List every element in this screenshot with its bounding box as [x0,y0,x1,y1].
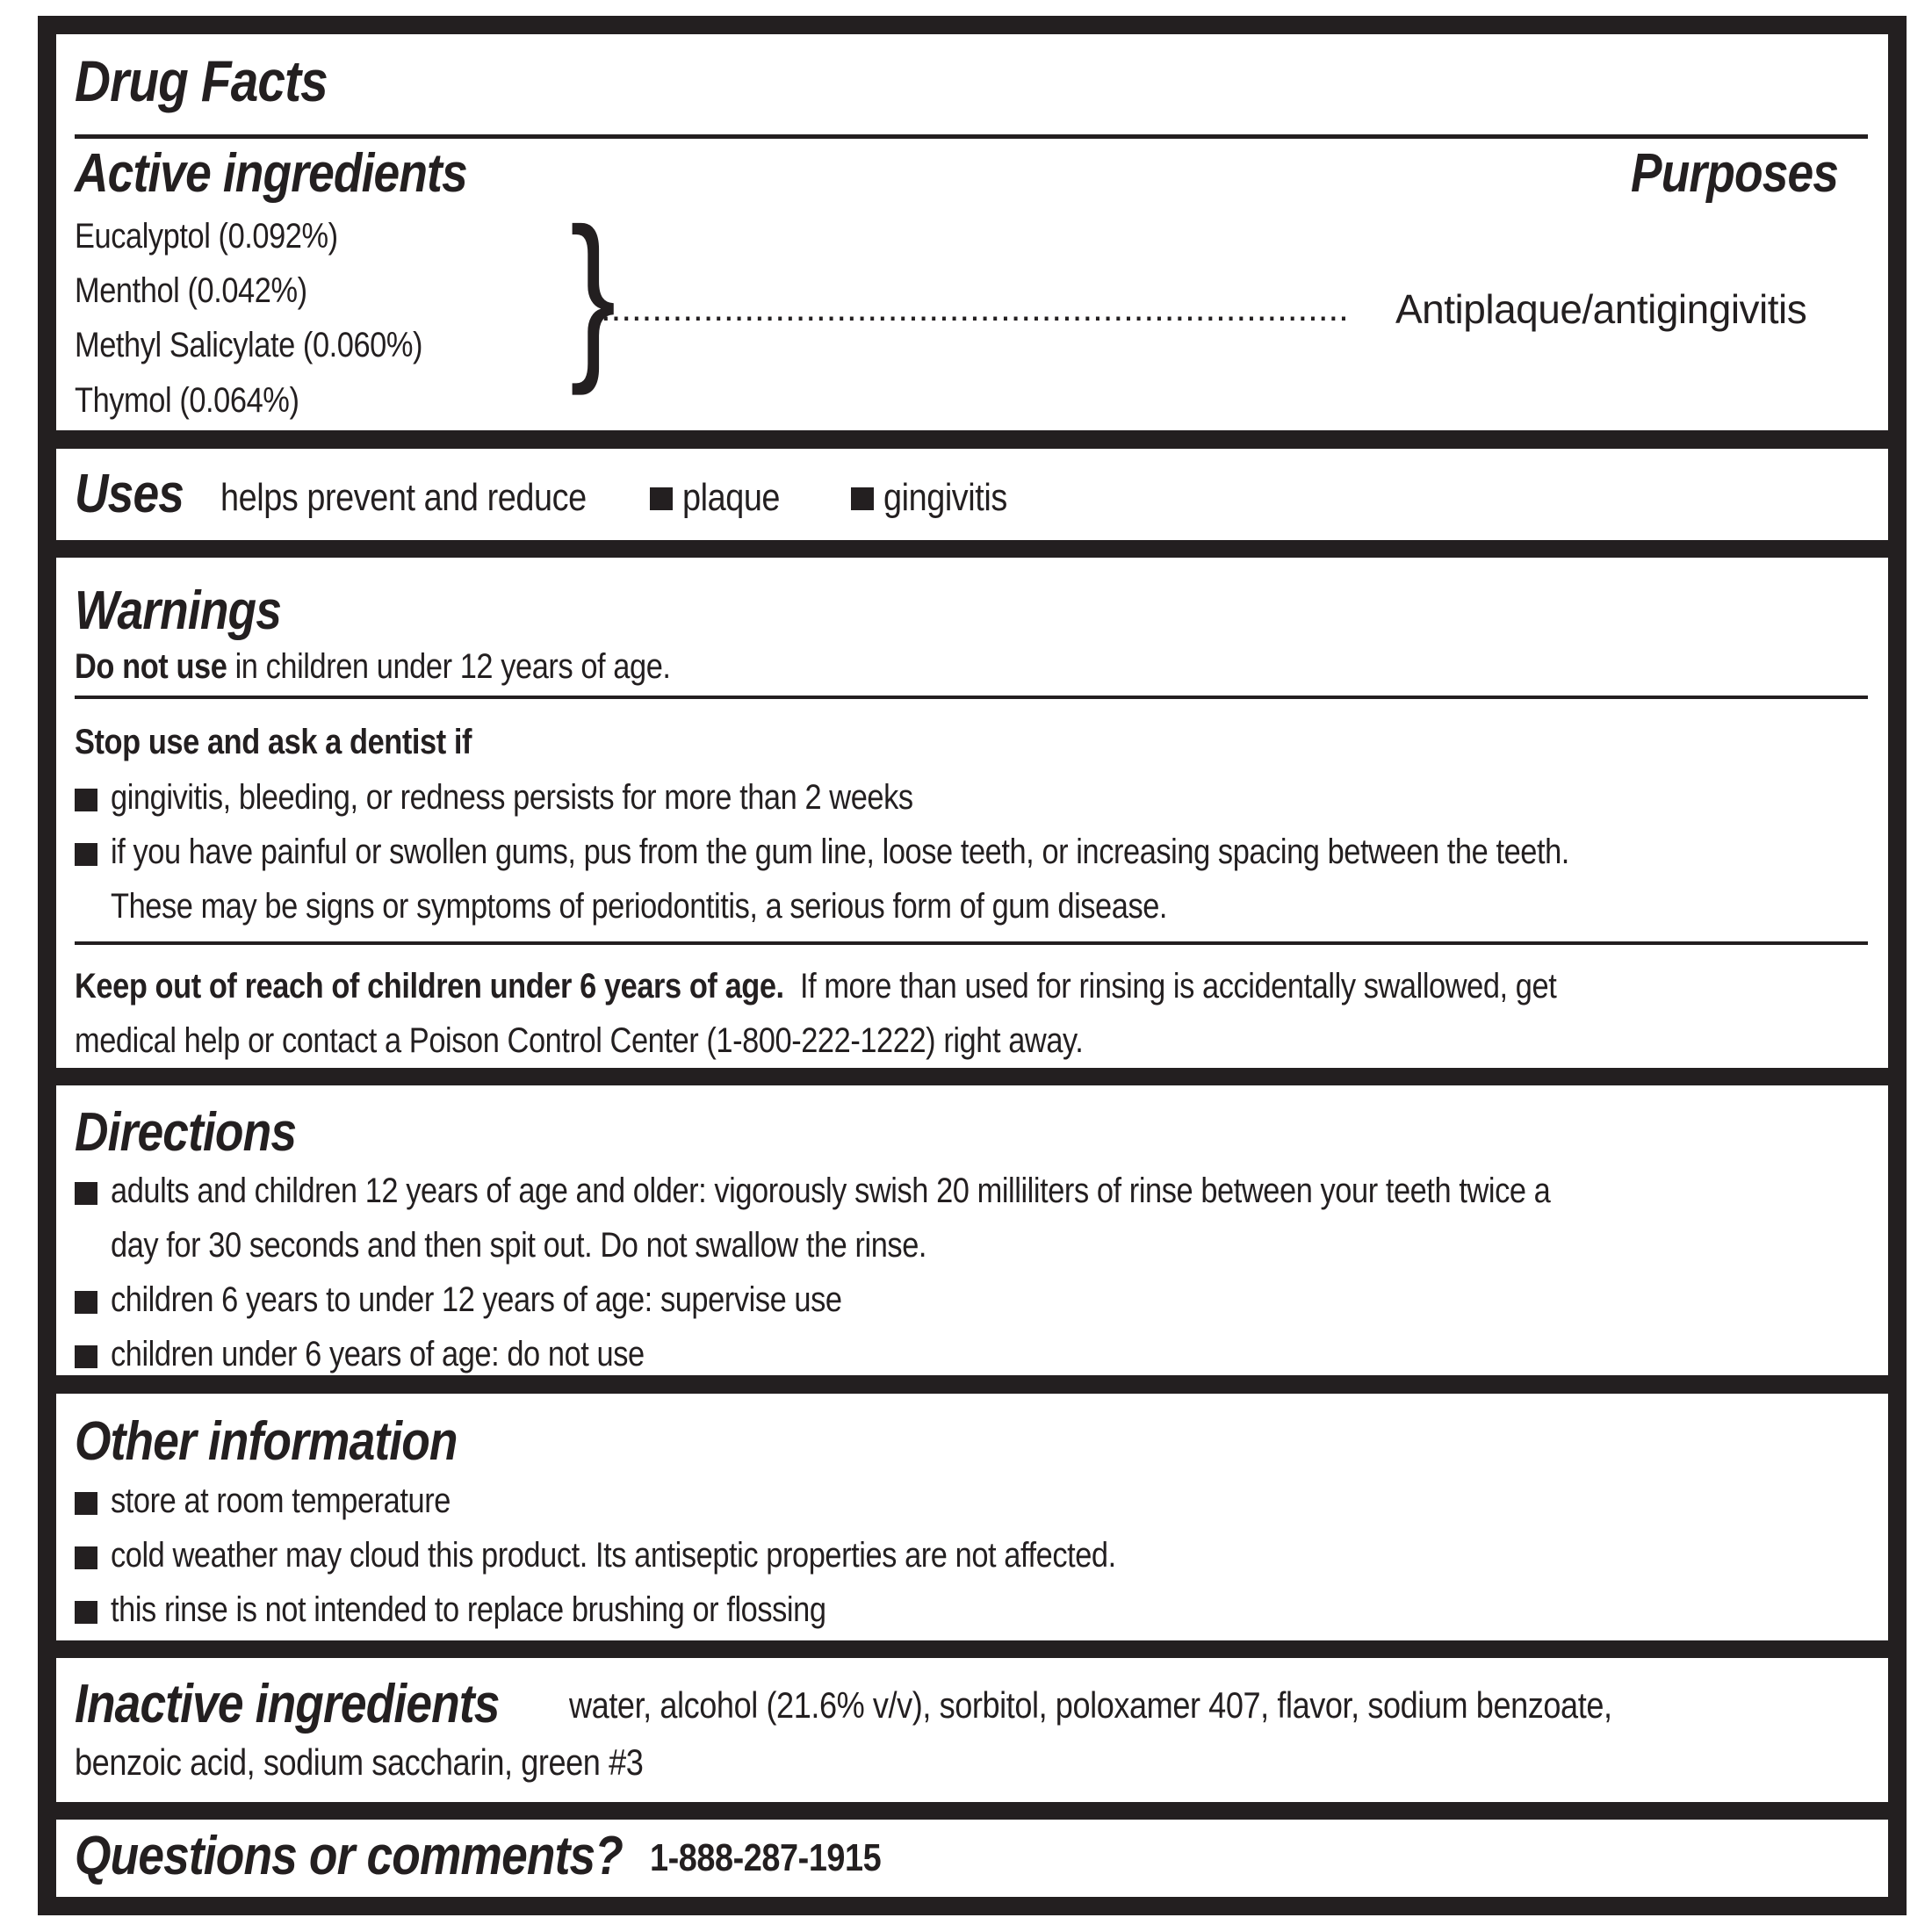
purposes-heading: Purposes [1631,143,1839,204]
directions-panel [56,1085,1888,1375]
bullet-square [851,487,874,510]
directions-item-3: children under 6 years of age: do not use [111,1335,645,1373]
stop-item-2: if you have painful or swollen gums, pus from the gum line, loose teeth, or increasing spacing between the teeth. [111,833,1569,871]
bullet-square [75,843,97,866]
ingredient-eucalyptol: Eucalyptol (0.092%) [75,217,338,256]
stop-use-heading: Stop use and ask a dentist if [75,723,472,761]
bullet-square [75,1291,97,1314]
other-item-3: this rinse is not intended to replace brushing or flossing [111,1590,826,1629]
active-ingredients-heading: Active ingredients [75,143,467,204]
inactive-line-1: water, alcohol (21.6% v/v), sorbitol, poloxamer 407, flavor, sodium benzoate, [569,1684,1612,1726]
stop-item-2-cont: These may be signs or symptoms of periodontitis, a serious form of gum disease. [111,887,1168,926]
keep-out-line-1 [75,965,1556,1007]
drug-facts-frame [38,16,1907,1915]
questions-panel [56,1820,1888,1897]
warnings-heading: Warnings [75,580,282,641]
drug-facts-title: Drug Facts [75,48,328,113]
uses-panel [56,449,1888,540]
warnings-panel [56,558,1888,1068]
bullet-square [650,487,673,510]
inactive-ingredients-panel [56,1658,1888,1802]
do-not-use-line [75,645,671,688]
other-item-1: store at room temperature [111,1481,451,1520]
other-information-panel [56,1394,1888,1640]
questions-phone: 1-888-287-1915 [650,1836,882,1879]
ingredient-thymol: Thymol (0.064%) [75,381,299,420]
keep-out-text: If more than used for rinsing is accidentally swallowed, get [783,967,1557,1006]
purpose-antiplaque: Antiplaque/antigingivitis [1395,286,1807,332]
bullet-square [75,1546,97,1569]
do-not-use-bold: Do not use [75,647,227,686]
warnings-rule-1 [75,696,1868,699]
directions-item-1: adults and children 12 years of age and older: vigorously swish 20 milliliters of rinse between your teeth twice a [111,1171,1551,1210]
other-information-heading: Other information [75,1411,458,1472]
active-ingredients-panel [56,34,1888,430]
directions-item-1-cont: day for 30 seconds and then spit out. Do not swallow the rinse. [111,1226,927,1265]
uses-text: helps prevent and reduce [220,476,587,519]
warnings-rule-2 [75,941,1868,945]
directions-heading: Directions [75,1102,297,1163]
keep-out-line-2: medical help or contact a Poison Control Center (1-800-222-1222) right away. [75,1021,1084,1060]
directions-item-2: children 6 years to under 12 years of age: supervise use [111,1280,842,1319]
purpose-leader-dots: ......................................................................... [601,287,1349,328]
bullet-square [75,789,97,811]
title-rule [75,134,1868,139]
inactive-ingredients-heading: Inactive ingredients [75,1674,500,1734]
bullet-square [75,1345,97,1368]
stop-item-1: gingivitis, bleeding, or redness persists for more than 2 weeks [111,778,913,817]
uses-heading: Uses [75,464,184,524]
ingredient-brace: } [570,190,616,396]
bullet-square [75,1182,97,1205]
uses-item-gingivitis: gingivitis [883,476,1007,519]
bullet-square [75,1601,97,1624]
other-item-2: cold weather may cloud this product. Its antiseptic properties are not affected. [111,1536,1116,1575]
keep-out-bold: Keep out of reach of children under 6 years of age. [75,967,784,1006]
do-not-use-text: in children under 12 years of age. [227,647,671,686]
inactive-line-2: benzoic acid, sodium saccharin, green #3 [75,1741,644,1783]
ingredient-methyl-salicylate: Methyl Salicylate (0.060%) [75,326,423,364]
questions-heading: Questions or comments? [75,1826,623,1886]
uses-item-plaque: plaque [682,476,781,519]
bullet-square [75,1492,97,1515]
ingredient-menthol: Menthol (0.042%) [75,271,307,310]
